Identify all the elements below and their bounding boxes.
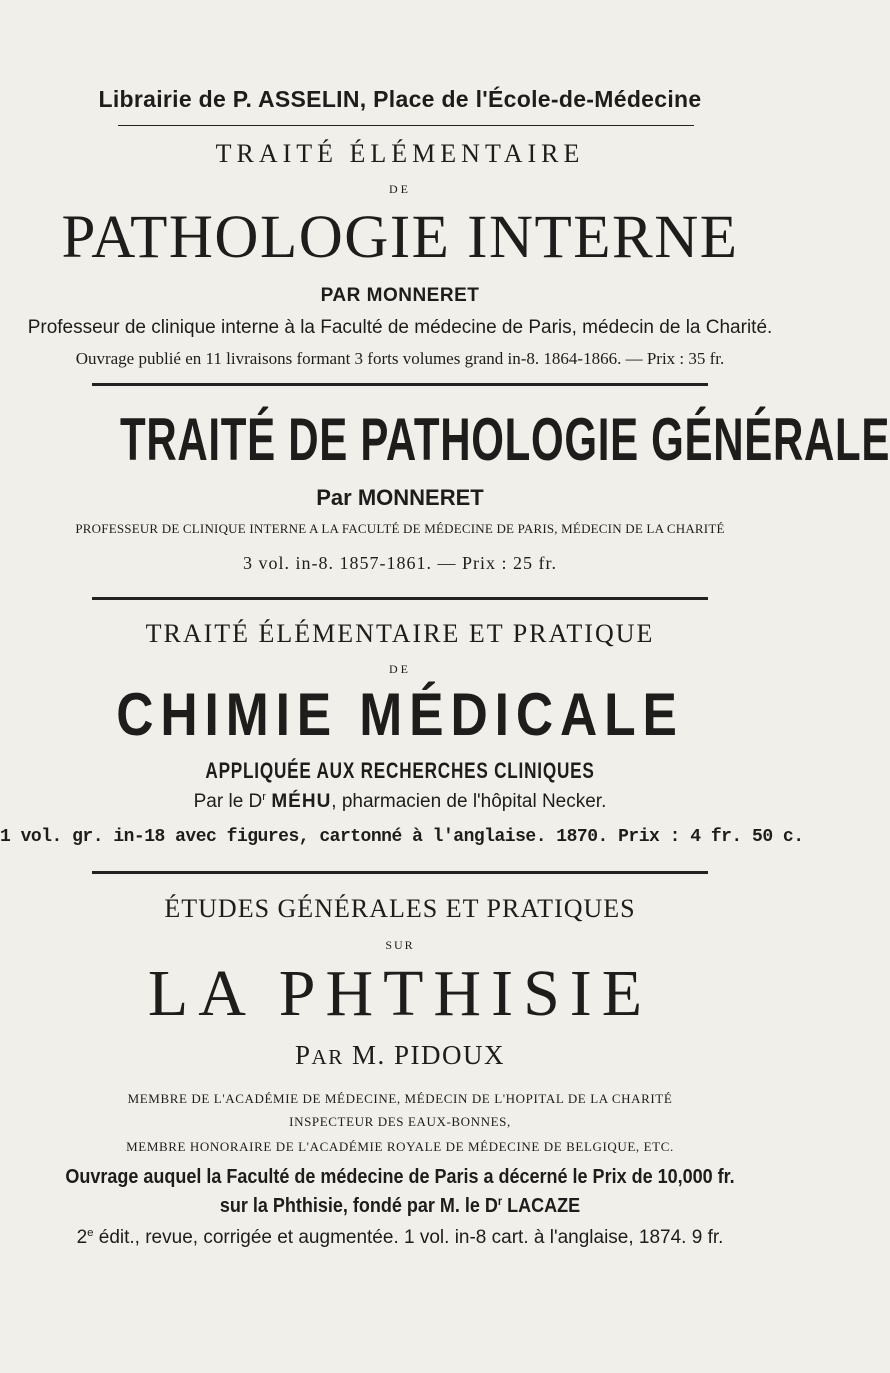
book2-credentials: PROFESSEUR DE CLINIQUE INTERNE A LA FACULTÉ DE MÉDECINE DE PARIS, MÉDECIN DE LA CHARITÉ xyxy=(75,521,725,536)
section-rule-3 xyxy=(92,871,708,874)
book1-author: PAR MONNERET xyxy=(320,285,480,306)
book3-pre-title: TRAITÉ ÉLÉMENTAIRE ET PRATIQUE xyxy=(145,619,655,648)
book4-edition-rest: édit., revue, corrigée et augmentée. 1 vol. in-8 cart. à l'anglaise, 1874. 9 fr. xyxy=(93,1227,724,1248)
book4-sur: SUR xyxy=(385,938,415,952)
header-rule xyxy=(118,125,694,126)
book3-de: DE xyxy=(389,662,411,676)
book2-author: Par MONNERET xyxy=(316,485,484,510)
book2-publication: 3 vol. in-8. 1857-1861. — Prix : 25 fr. xyxy=(243,553,557,573)
book4-credentials-3: MEMBRE HONORAIRE DE L'ACADÉMIE ROYALE DE MÉDECINE DE BELGIQUE, ETC. xyxy=(126,1139,674,1154)
section-rule-1 xyxy=(92,383,708,386)
section-rule-2 xyxy=(92,597,708,600)
book3-title: CHIMIE MÉDICALE xyxy=(116,681,684,748)
book3-subtitle: APPLIQUÉE AUX RECHERCHES CLINIQUES xyxy=(205,758,595,783)
book4-credentials-2: INSPECTEUR DES EAUX-BONNES, xyxy=(289,1114,511,1129)
book3-publication: 1 vol. gr. in-18 avec figures, cartonné à l'anglaise. 1870. Prix : 4 fr. 50 c. xyxy=(0,827,804,847)
book1-pre-title: TRAITÉ ÉLÉMENTAIRE xyxy=(215,139,585,168)
book1-de: DE xyxy=(389,182,411,196)
book1-publication: Ouvrage publié en 11 livraisons formant 3 forts volumes grand in-8. 1864-1866. — Prix : 35 fr. xyxy=(75,349,725,368)
book3-author-suffix: , pharmacien de l'hôpital Necker. xyxy=(331,791,607,812)
book4-author-par-cap: P xyxy=(294,1040,312,1070)
book4-edition-sup: e xyxy=(87,1227,94,1240)
book4-prize-2-post: LACAZE xyxy=(502,1195,581,1217)
book3-author-line xyxy=(0,791,800,813)
book1-credentials: Professeur de clinique interne à la Faculté de médecine de Paris, médecin de la Charité. xyxy=(27,317,773,338)
book4-edition-num: 2 xyxy=(76,1227,88,1248)
book4-author-line xyxy=(0,1040,800,1071)
book3-author-prefix: Par le D xyxy=(193,791,263,812)
book2-title: TRAITÉ DE PATHOLOGIE GÉNÉRALE xyxy=(120,406,890,473)
book1-title: PATHOLOGIE INTERNE xyxy=(61,204,739,271)
book4-author-par-rest: AR xyxy=(311,1045,344,1069)
book4-prize-2-sup: r xyxy=(497,1193,503,1208)
book4-pre-title: ÉTUDES GÉNÉRALES ET PRATIQUES xyxy=(164,894,636,923)
book4-credentials-1: MEMBRE DE L'ACADÉMIE DE MÉDECINE, MÉDECIN DE L'HOPITAL DE LA CHARITÉ xyxy=(127,1091,673,1106)
book4-author-name: M. PIDOUX xyxy=(352,1040,506,1070)
book3-author-prefix-sup: r xyxy=(262,791,267,804)
book4-prize-1: Ouvrage auquel la Faculté de médecine de Paris a décerné le Prix de 10,000 fr. xyxy=(65,1166,735,1188)
book4-edition xyxy=(0,1227,800,1249)
publisher-header: Librairie de P. ASSELIN, Place de l'École-de-Médecine xyxy=(98,86,702,112)
book3-author-name: MÉHU xyxy=(271,791,332,812)
book4-title: LA PHTHISIE xyxy=(147,957,653,1030)
book4-prize-2 xyxy=(40,1195,760,1218)
book4-prize-2-pre: sur la Phthisie, fondé par M. le D xyxy=(219,1195,498,1217)
